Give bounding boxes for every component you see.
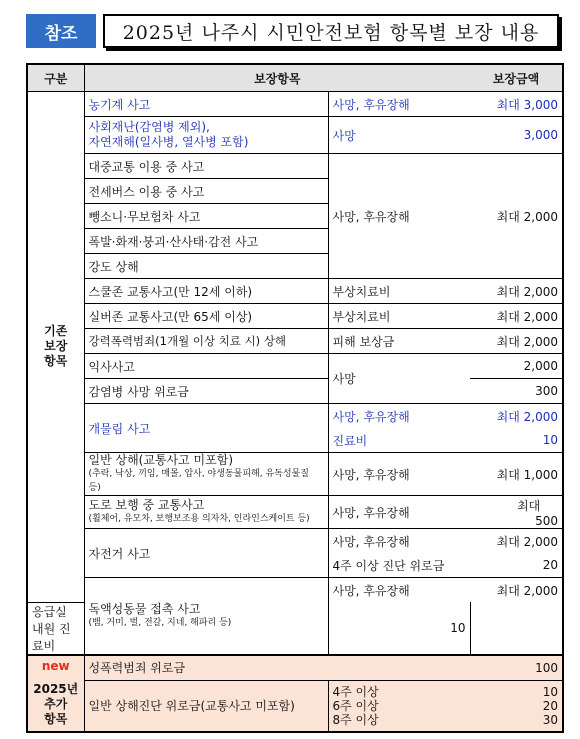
condition-cell: 사망, 후유장해 <box>328 496 470 529</box>
condition-cell: 사망, 후유장해 <box>328 578 470 603</box>
table-row <box>27 279 563 304</box>
table-row <box>27 655 563 681</box>
reference-badge: 참조 <box>26 14 96 48</box>
condition-cell: 4주 이상 6주 이상 8주 이상 <box>328 680 470 732</box>
amount-cell: 최대 3,000 <box>470 92 563 117</box>
table-row <box>27 404 563 429</box>
amount-cell: 최대 2,000 <box>470 154 563 279</box>
table-row <box>27 379 563 404</box>
table-row <box>27 329 563 354</box>
amount-cell: 최대 500 <box>470 496 563 529</box>
condition-cell: 피해 보상금 <box>328 329 470 354</box>
amount-cell: 10 <box>470 428 563 453</box>
amount-cell: 최대 2,000 <box>470 329 563 354</box>
table-row <box>27 117 563 154</box>
col-amount: 보장금액 <box>470 64 563 92</box>
amount-cell: 최대 2,000 <box>470 279 563 304</box>
existing-category: 기존 보장 항목 <box>27 92 84 603</box>
item-cell: 감염병 사망 위로금 <box>84 379 328 404</box>
col-category: 구분 <box>27 64 84 92</box>
condition-cell: 4주 이상 진단 위로금 <box>328 553 470 578</box>
condition-cell: 사망, 후유장해 <box>328 529 470 554</box>
condition-cell: 사망, 후유장해 <box>328 404 470 429</box>
table-row <box>27 496 563 529</box>
item-cell: 실버존 교통사고(만 65세 이상) <box>84 304 328 329</box>
amount-cell: 최대 2,000 <box>470 404 563 429</box>
amount-cell: 최대 2,000 <box>470 529 563 554</box>
item-cell: 일반 상해진단 위로금(교통사고 미포함) <box>84 680 328 732</box>
table-row <box>27 680 563 732</box>
condition-cell: 사망 <box>328 354 470 404</box>
condition-cell: 응급실 내원 진료비 <box>27 602 84 655</box>
condition-cell: 사망, 후유장해 <box>328 92 470 117</box>
item-cell: 성폭력범죄 위로금 <box>84 655 470 681</box>
condition-cell: 부상치료비 <box>328 304 470 329</box>
item-cell: 강도 상해 <box>84 254 328 279</box>
col-item: 보장항목 <box>84 64 470 92</box>
condition-cell: 사망, 후유장해 <box>328 453 470 496</box>
item-cell: 뺑소니·무보험차 사고 <box>84 204 328 229</box>
amount-cell: 300 <box>470 379 563 404</box>
condition-cell: 부상치료비 <box>328 279 470 304</box>
item-cell: 대중교통 이용 중 사고 <box>84 154 328 179</box>
item-cell: 사회재난(감염병 제외), 자연재해(일사병, 열사병 포함) <box>84 117 328 154</box>
condition-cell: 진료비 <box>328 428 470 453</box>
page-title: 2025년 나주시 시민안전보험 항목별 보장 내용 <box>103 14 559 48</box>
coverage-table <box>26 63 564 733</box>
item-cell: 자전거 사고 <box>84 529 328 578</box>
amount-cell: 20 <box>470 553 563 578</box>
table-row <box>27 92 563 117</box>
item-cell: 익사사고 <box>84 354 328 379</box>
table-row <box>27 154 563 179</box>
table-row <box>27 354 563 379</box>
table-row <box>27 304 563 329</box>
item-cell: 일반 상해(교통사고 미포함) (추락, 낙상, 끼임, 매몰, 압사, 야생동물피해, 유독성물질 등) <box>84 453 328 496</box>
amount-cell: 10 20 30 <box>470 680 563 732</box>
item-cell: 독액성동물 접촉 사고 (뱀, 거미, 벌, 전갈, 지네, 해파리 등) <box>84 578 328 655</box>
amount-cell: 최대 2,000 <box>470 578 563 603</box>
added-category: new 2025년 추가 항목 <box>27 655 84 732</box>
table-row <box>27 453 563 496</box>
table-row <box>27 529 563 554</box>
item-cell: 폭발·화재·붕괴·산사태·감전 사고 <box>84 229 328 254</box>
item-cell: 스쿨존 교통사고(만 12세 이하) <box>84 279 328 304</box>
item-cell: 농기계 사고 <box>84 92 328 117</box>
condition-cell: 사망 <box>328 117 470 154</box>
amount-cell: 최대 2,000 <box>470 304 563 329</box>
item-cell: 전세버스 이용 중 사고 <box>84 179 328 204</box>
table-header-row <box>27 64 563 92</box>
amount-cell: 3,000 <box>470 117 563 154</box>
amount-cell: 100 <box>470 655 563 681</box>
item-cell: 개물림 사고 <box>84 404 328 453</box>
item-cell: 도로 보행 중 교통사고 (휠체어, 유모차, 보행보조용 의자차, 인라인스케이트 등) <box>84 496 328 529</box>
condition-cell: 사망, 후유장해 <box>328 154 470 279</box>
amount-cell: 최대 1,000 <box>470 453 563 496</box>
item-cell: 강력폭력범죄(1개월 이상 치료 시) 상해 <box>84 329 328 354</box>
new-badge: new <box>41 659 70 673</box>
table-row <box>27 578 563 603</box>
amount-cell: 10 <box>328 602 470 655</box>
amount-cell: 2,000 <box>470 354 563 379</box>
